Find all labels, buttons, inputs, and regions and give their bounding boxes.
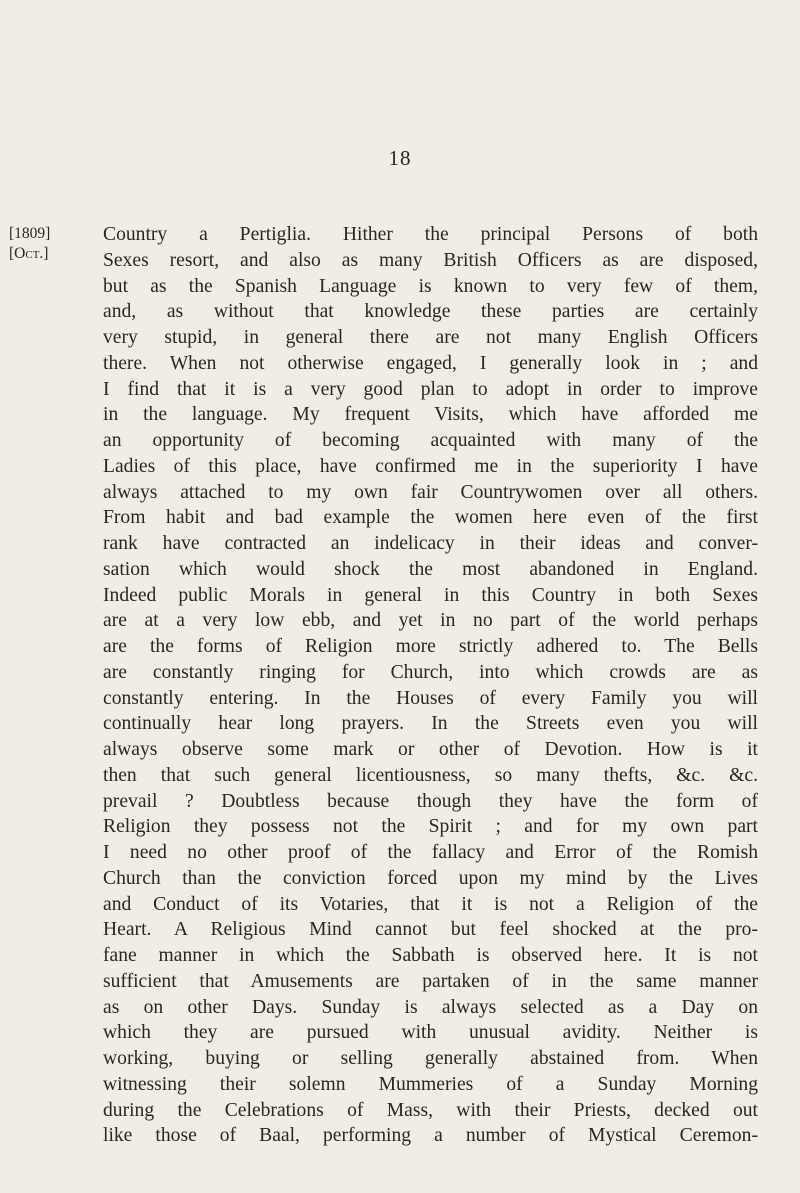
margin-date-note (9, 224, 50, 264)
text-line: which they are pursued with unusual avidity. Neither is (103, 1022, 758, 1044)
text-line: Ladies of this place, have confirmed me in the superiority I have (103, 455, 758, 477)
text-line: Heart. A Religious Mind cannot but feel shocked at the pro- (103, 919, 758, 941)
text-line: working, buying or selling generally abstained from. When (103, 1048, 758, 1069)
text-line: fane manner in which the Sabbath is observed here. It is not (103, 945, 758, 966)
text-line: like those of Baal, performing a number of Mystical Ceremon- (103, 1125, 758, 1147)
text-line: are at a very low ebb, and yet in no part of the world perhaps (103, 610, 758, 632)
text-line: in the language. My frequent Visits, which have afforded me (103, 404, 758, 426)
text-line: always observe some mark or other of Devotion. How is it (103, 739, 758, 760)
text-line: From habit and bad example the women here even of the first (103, 507, 758, 529)
text-line: Country a Pertiglia. Hither the principal Persons of both (103, 224, 758, 245)
margin-year: [1809] (9, 225, 51, 242)
page-number: 18 (388, 146, 412, 170)
text-line: there. When not otherwise engaged, I generally look in ; and (103, 352, 758, 374)
text-line: I find that it is a very good plan to adopt in order to improve (103, 378, 758, 400)
text-line: always attached to my own fair Countrywomen over all others. (103, 481, 758, 503)
text-line: witnessing their solemn Mummeries of a Sunday Morning (103, 1073, 758, 1095)
text-line: and Conduct of its Votaries, that it is not a Religion of the (103, 893, 758, 915)
text-line: as on other Days. Sunday is always selected as a Day on (103, 996, 758, 1018)
text-line: Sexes resort, and also as many British Officers as are disposed, (103, 249, 758, 271)
text-line: prevail ? Doubtless because though they have the form of (103, 790, 758, 812)
text-line: during the Celebrations of Mass, with their Priests, decked out (103, 1099, 758, 1121)
text-line: Church than the conviction forced upon my mind by the Lives (103, 867, 758, 889)
text-line: sufficient that Amusements are partaken of in the same manner (103, 970, 758, 992)
text-line: continually hear long prayers. In the Streets even you will (103, 713, 758, 735)
text-line: rank have contracted an indelicacy in their ideas and conver- (103, 533, 758, 554)
text-line: but as the Spanish Language is known to very few of them, (103, 275, 758, 297)
margin-month: [Oct.] (9, 245, 49, 262)
text-line: then that such general licentiousness, so many thefts, &c. &c. (103, 764, 758, 786)
text-line: constantly entering. In the Houses of every Family you will (103, 687, 758, 709)
text-line: very stupid, in general there are not many English Officers (103, 327, 758, 348)
text-line: and, as without that knowledge these parties are certainly (103, 301, 758, 323)
text-line: Indeed public Morals in general in this Country in both Sexes (103, 584, 758, 606)
text-line: Religion they possess not the Spirit ; and for my own part (103, 816, 758, 838)
text-line: are the forms of Religion more strictly adhered to. The Bells (103, 636, 758, 657)
text-line: I need no other proof of the fallacy and Error of the Romish (103, 842, 758, 863)
body-text (103, 222, 758, 1149)
text-line: are constantly ringing for Church, into which crowds are as (103, 661, 758, 683)
text-line: an opportunity of becoming acquainted with many of the (103, 430, 758, 451)
text-line: sation which would shock the most abandoned in England. (103, 558, 758, 580)
